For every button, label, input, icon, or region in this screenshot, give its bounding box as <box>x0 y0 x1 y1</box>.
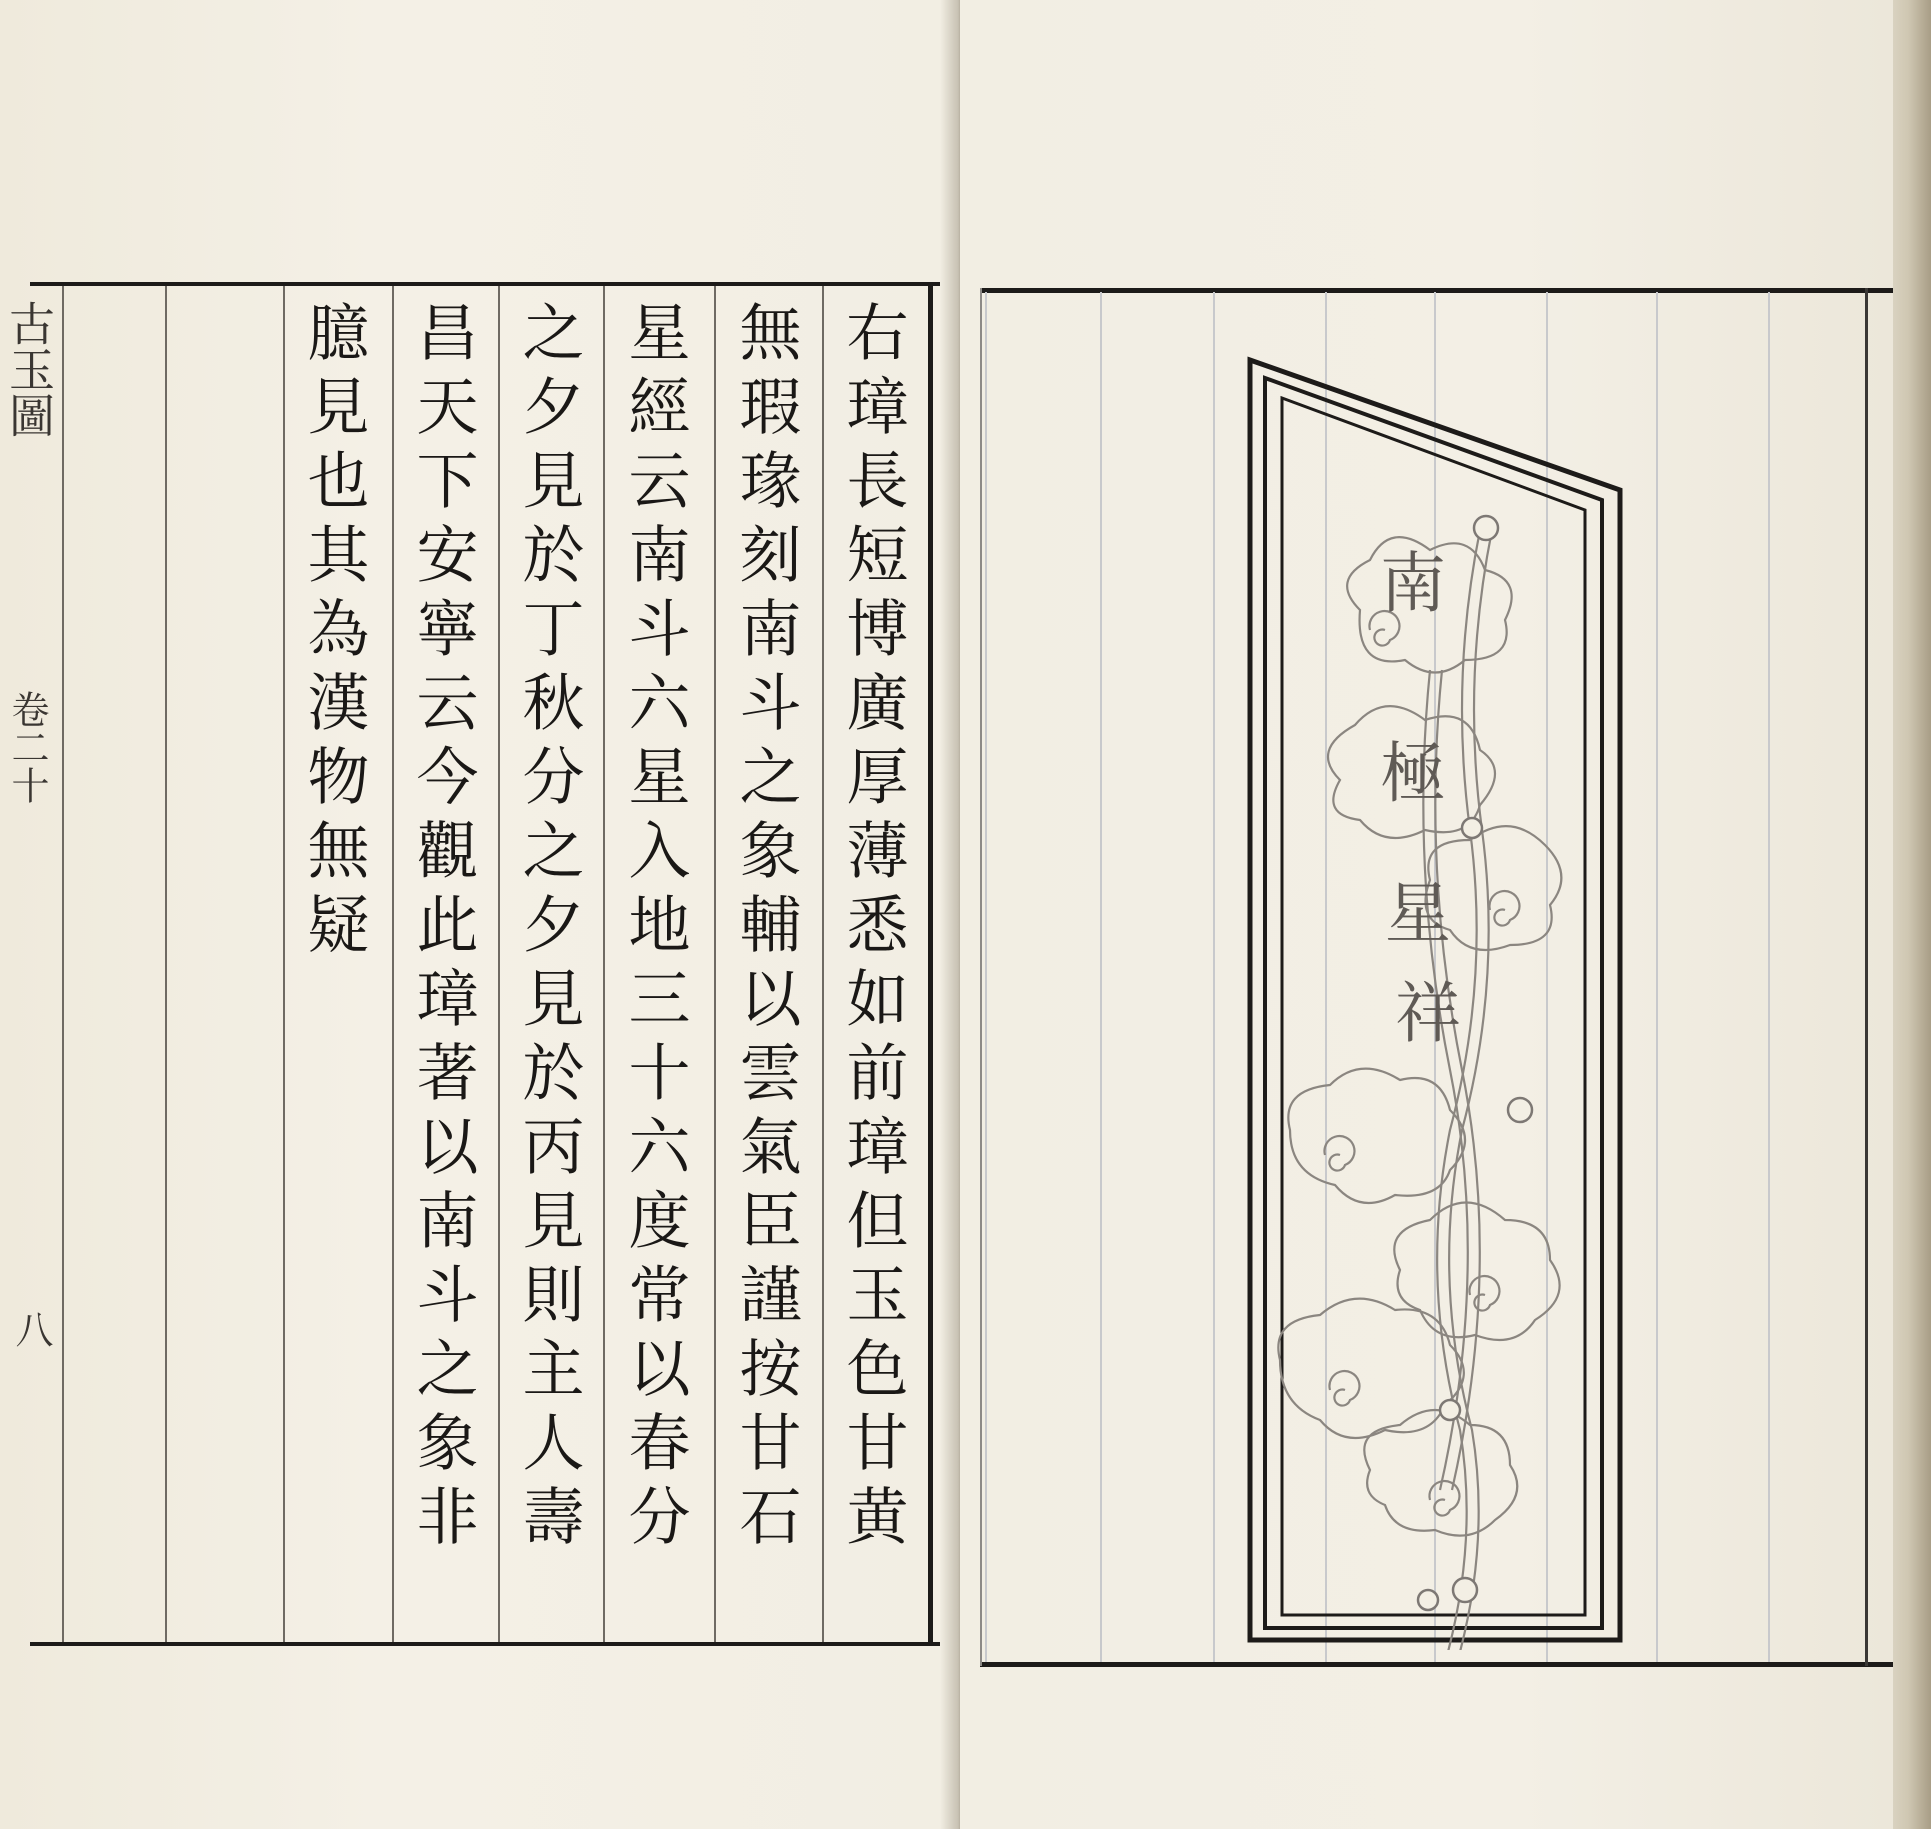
tablet-title-char-2: 極 <box>1380 735 1446 812</box>
show-through-line <box>1656 292 1658 1662</box>
text-column-5: 昌天下安寧云今觀此璋著以南斗之象非 <box>406 300 479 1558</box>
column-divider <box>165 286 167 1642</box>
show-through-line <box>985 292 987 1662</box>
text-column-2: 無瑕瑑刻南斗之象輔以雲氣臣謹按甘石 <box>729 300 802 1558</box>
margin-folio-number: 八 <box>9 1310 53 1348</box>
column-divider <box>714 286 716 1642</box>
star-strand-lines <box>1423 530 1492 1650</box>
text-column-4: 之夕見於丁秋分之夕見於丙見則主人壽 <box>512 300 585 1558</box>
column-divider <box>392 286 394 1642</box>
stacked-page-edges <box>1893 0 1931 1829</box>
show-through-line <box>1768 292 1770 1662</box>
left-page <box>0 0 955 1829</box>
left-frame-right-rule <box>928 282 933 1646</box>
tablet-title-char-1: 南 <box>1380 545 1446 622</box>
tablet-title-char-3: 星 <box>1385 875 1451 952</box>
column-divider <box>603 286 605 1642</box>
text-column-6: 臆見也其為漢物無疑 <box>297 300 370 966</box>
column-divider <box>62 286 64 1642</box>
show-through-line <box>1100 292 1102 1662</box>
show-through-line <box>1213 292 1215 1662</box>
column-divider <box>283 286 285 1642</box>
text-column-3: 星經云南斗六星入地三十六度常以春分 <box>618 300 691 1558</box>
text-column-1: 右璋長短博廣厚薄悉如前璋但玉色甘黄 <box>836 300 909 1558</box>
margin-volume-label: 卷二十 <box>5 690 49 804</box>
tablet-title-char-4: 祥 <box>1395 975 1461 1052</box>
left-frame-bottom-rule <box>30 1642 940 1646</box>
column-divider <box>498 286 500 1642</box>
right-frame-left-rule <box>980 288 982 1666</box>
right-frame-top-rule <box>980 288 1893 293</box>
right-frame-right-rule <box>1865 288 1868 1666</box>
right-frame-bottom-rule <box>980 1662 1893 1667</box>
column-divider <box>822 286 824 1642</box>
margin-book-title: 古玉圖 <box>2 300 56 438</box>
